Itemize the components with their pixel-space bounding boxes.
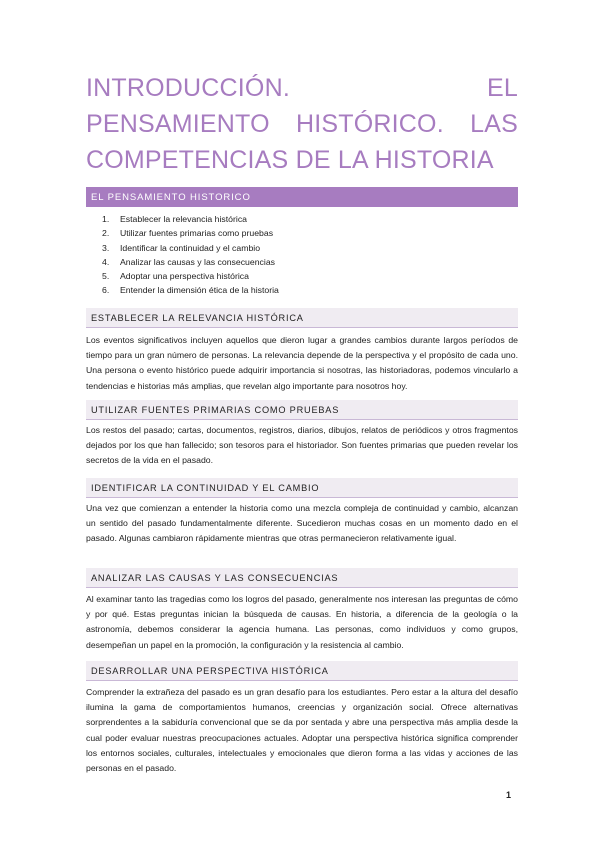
topics-list: [102, 212, 502, 298]
page-number: 1: [506, 790, 512, 800]
list-item: 3. Identificar la continuidad y el cambio: [102, 242, 261, 253]
section-text-perspectiva: Comprender la extrañeza del pasado es un gran desafío para los estudiantes. Pero estar a la altura del desafío ilumina la gama de comportamientos humanos, creencias y organización social. Ofrece alternativas sorprendentes a la sabiduría convencional que se da por sentada y abre una perspectiva más amplia desde la cual poder evaluar nuestras preocupaciones actuales. Adoptar una perspectiva histórica significa comprender los entornos sociales, culturales, intelectuales y emocionales que dieron forma a las vidas y acciones de las personas en el pasado.: [86, 687, 518, 774]
list-item: 6. Entender la dimensión ética de la historia: [102, 285, 279, 296]
list-item: 4. Analizar las causas y las consecuencias: [102, 256, 276, 267]
section-heading-fuentes: UTILIZAR FUENTES PRIMARIAS COMO PRUEBAS: [86, 400, 518, 420]
section-text-causas: Al examinar tanto las tragedias como los logros del pasado, generalmente nos interesan las preguntas de cómo y por qué. Estas preguntas inician la búsqueda de causas. En historia, a diferencia de la geología o la astronomía, debemos considerar la agencia humana. Las personas, como individuos y como grupos, desempeñan un papel en la promoción, la configuración y la resistencia al cambio.: [86, 594, 518, 650]
list-item: 1. Establecer la relevancia histórica: [102, 214, 247, 224]
section-heading-continuidad: IDENTIFICAR LA CONTINUIDAD Y EL CAMBIO: [86, 478, 518, 498]
section-heading-perspectiva: DESARROLLAR UNA PERSPECTIVA HISTÓRICA: [86, 661, 518, 681]
list-item: 2. Utilizar fuentes primarias como pruebas: [102, 228, 274, 239]
list-item: 5. Adoptar una perspectiva histórica: [102, 271, 249, 282]
section-banner: EL PENSAMIENTO HISTORICO: [86, 187, 518, 207]
section-text-fuentes: Los restos del pasado; cartas, documentos, registros, diarios, dibujos, relatos de periódicos y otros fragmentos dejados por los que han fallecido; son tesoros para el historiador. Son fuentes primarias que pueden revelar los secretos de la vida en el pasado.: [86, 425, 518, 466]
section-heading-relevancia: ESTABLECER LA RELEVANCIA HISTÓRICA: [86, 308, 518, 328]
section-heading-causas: ANALIZAR LAS CAUSAS Y LAS CONSECUENCIAS: [86, 568, 518, 588]
section-text-relevancia: Los eventos significativos incluyen aquellos que dieron lugar a grandes cambios durante largos períodos de tiempo para un gran número de personas. La relevancia depende de la perspectiva y el propósito de cada uno. Una persona o evento histórico puede adquirir importancia si nosotras, las historiadoras, podemos vincularlo a tendencias e historias más amplias, que revelan algo importante para nosotros hoy.: [86, 335, 518, 391]
page-title: INTRODUCCIÓN. EL PENSAMIENTO HISTÓRICO. LAS COMPETENCIAS DE LA HISTORIA: [86, 74, 518, 174]
section-text-continuidad: Una vez que comienzan a entender la historia como una mezcla compleja de continuidad y cambio, alcanzan un sentido del pasado fundamentalmente diferente. Sucedieron muchas cosas en un momento dado en el pasado. Algunas cambiaron rápidamente mientras que otras permanecieron relativamente igual.: [86, 503, 518, 544]
